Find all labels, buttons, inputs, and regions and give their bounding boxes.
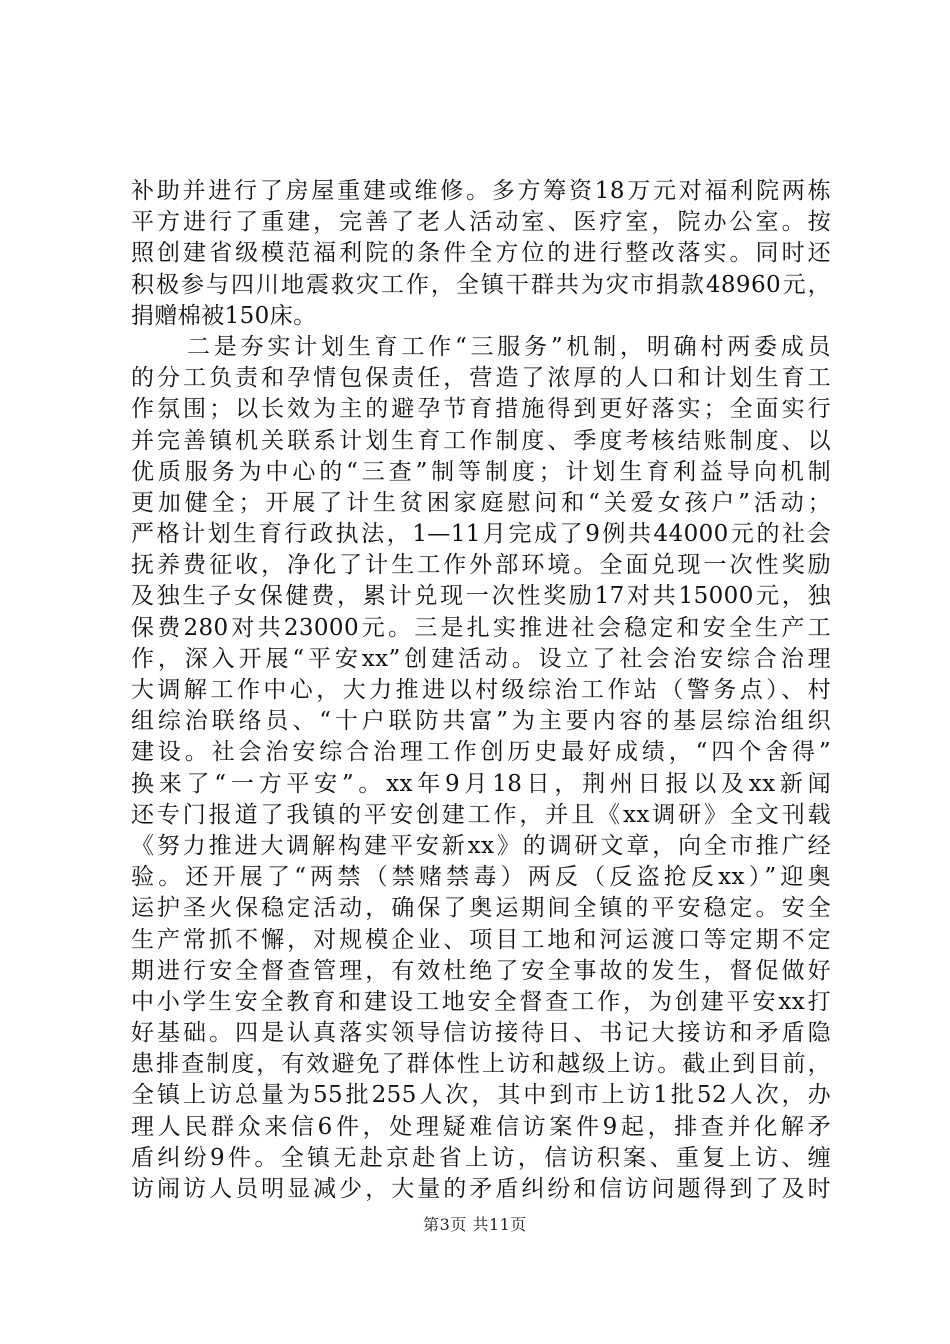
text-line: 平方进行了重建，完善了老人活动室、医疗室，院办公室。按: [131, 209, 831, 236]
text-line: 作氛围；以长效为主的避孕节育措施得到更好落实；全面实行: [131, 396, 831, 423]
text-line: 组综治联络员、“十户联防共富”为主要内容的基层综治组织: [131, 708, 831, 735]
text-line: 保费280对共23000元。三是扎实推进社会稳定和安全生产工: [131, 614, 831, 641]
text-line: 更加健全；开展了计生贫困家庭慰问和“关爱女孩户”活动；: [131, 489, 831, 516]
text-line: 建设。社会治安综合治理工作创历史最好成绩，“四个舍得”: [131, 739, 831, 766]
text-line: 补助并进行了房屋重建或维修。多方筹资18万元对福利院两栋: [131, 178, 831, 204]
text-line: 二是夯实计划生育工作“三服务”机制，明确村两委成员: [187, 333, 831, 360]
page-number: 第3页 共11页: [423, 1215, 527, 1234]
text-line: 运护圣火保稳定活动，确保了奥运期间全镇的平安稳定。安全: [131, 895, 831, 922]
body-text: [131, 176, 831, 1205]
text-line: 中小学生安全教育和建设工地安全督查工作，为创建平安xx打: [131, 988, 831, 1015]
text-line: 抚养费征收，净化了计生工作外部环境。全面兑现一次性奖励: [131, 552, 831, 579]
text-line: 好基础。四是认真落实领导信访接待日、书记大接访和矛盾隐: [131, 1020, 831, 1047]
text-line: 作，深入开展“平安xx”创建活动。设立了社会治安综合治理: [131, 645, 831, 672]
text-line: 理人民群众来信6件，处理疑难信访案件9起，排查并化解矛: [131, 1113, 831, 1140]
text-line: 盾纠纷9件。全镇无赴京赴省上访，信访积案、重复上访、缠: [131, 1144, 831, 1171]
text-line: 访闹访人员明显减少，大量的矛盾纠纷和信访问题得到了及时: [131, 1176, 831, 1202]
text-line: 捐赠棉被150床。: [131, 302, 317, 329]
text-line: 照创建省级模范福利院的条件全方位的进行整改落实。同时还: [131, 240, 831, 267]
text-line: 并完善镇机关联系计划生育工作制度、季度考核结账制度、以: [131, 427, 831, 454]
text-line: 大调解工作中心，大力推进以村级综治工作站（警务点）、村: [131, 677, 831, 703]
text-line: 严格计划生育行政执法，1—11月完成了9例共44000元的社会: [131, 521, 831, 548]
text-line: 验。还开展了“两禁（禁赌禁毒）两反（反盗抢反xx）”迎奥: [131, 864, 831, 891]
text-line: 患排查制度，有效避免了群体性上访和越级上访。截止到目前，: [131, 1051, 831, 1078]
text-line: 积极参与四川地震救灾工作，全镇干群共为灾市捐款48960元，: [131, 271, 831, 298]
text-line: 生产常抓不懈，对规模企业、项目工地和河运渡口等定期不定: [131, 926, 831, 953]
text-line: 全镇上访总量为55批255人次，其中到市上访1批52人次，办: [131, 1082, 831, 1109]
text-line: 换来了“一方平安”。xx年9月18日，荆州日报以及xx新闻: [131, 770, 831, 797]
text-line: 优质服务为中心的“三查”制等制度；计划生育利益导向机制: [131, 458, 831, 485]
text-line: 及独生子女保健费，累计兑现一次性奖励17对共15000元，独: [131, 583, 831, 610]
text-line: 《努力推进大调解构建平安新xx》的调研文章，向全市推广经: [131, 832, 831, 859]
text-line: 还专门报道了我镇的平安创建工作，并且《xx调研》全文刊载: [131, 801, 831, 828]
text-line: 期进行安全督查管理，有效杜绝了安全事故的发生，督促做好: [131, 957, 831, 984]
text-line: 的分工负责和孕情包保责任，营造了浓厚的人口和计划生育工: [131, 365, 831, 392]
